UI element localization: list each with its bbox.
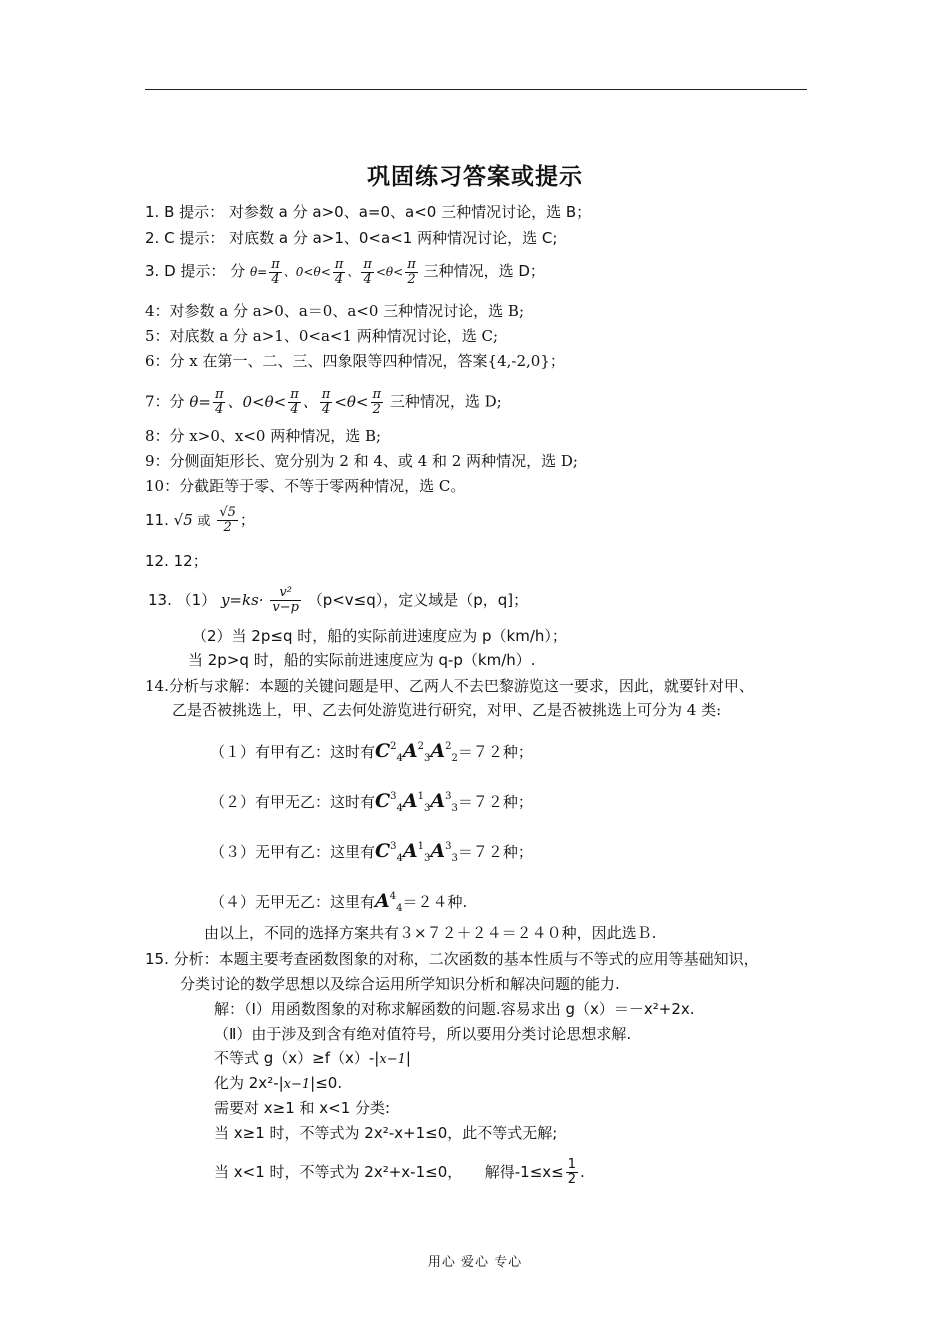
sup: 2 xyxy=(445,741,452,752)
case-1-suffix: ＝７２种； xyxy=(457,743,533,761)
frac-den: 4 xyxy=(321,402,331,417)
frac-den: 4 xyxy=(215,402,224,417)
frac-num: π xyxy=(363,257,372,272)
case-3: （３）无甲有乙：这里有$C^3_4A^1_3A^3_3=72$种； xyxy=(210,840,533,864)
answer-14-b: 乙是否被挑选上，甲、乙去何处游览进行研究，对甲、乙是否被挑选上可分为 4 类: xyxy=(172,701,722,719)
header-rule xyxy=(145,89,807,90)
sub: 4 xyxy=(396,903,403,914)
answer-15-e-prefix: 不等式 g（x）≥f（x）-| xyxy=(214,1049,380,1067)
c-symbol: C xyxy=(375,740,391,762)
answer-15-f-suffix: |≤0. xyxy=(310,1074,343,1092)
theta-cases-formula: θ= $\frac{\pi}{4}$ 、0<θ< $\frac{\pi}{4}$ 、 $\frac{\pi}{4}$ <θ< $\frac{\pi}{2}$ xyxy=(249,257,416,287)
answer-8: 8：分 x>0、x<0 两种情况，选 B; xyxy=(145,427,382,445)
frac-den: 2 xyxy=(407,272,416,287)
x-minus-1: x−1 xyxy=(379,1052,406,1067)
sqrt5-over-2 xyxy=(217,506,238,535)
frac-num: π xyxy=(334,257,344,272)
case-2-prefix: （２）有甲无乙：这时有 xyxy=(210,793,376,811)
answer-7 xyxy=(145,388,502,417)
a-symbol: A xyxy=(430,740,446,762)
sub: 2 xyxy=(451,753,458,764)
frac-den: v−p xyxy=(272,600,299,615)
a-symbol: A xyxy=(402,840,418,862)
frac-den: 4 xyxy=(271,272,280,287)
v2-over-v-minus-p xyxy=(270,586,301,615)
frac-den: 2 xyxy=(372,402,381,417)
answer-13-3: 当 2p>q 时，船的实际前进速度应为 q-p（km/h）. xyxy=(188,651,536,669)
frac-num: 1 xyxy=(567,1157,576,1172)
answer-15-e xyxy=(214,1048,411,1070)
page-title: 巩固练习答案或提示 xyxy=(367,164,583,190)
answer-5: 5：对底数 a 分 a>1、0<a<1 两种情况讨论，选 C; xyxy=(145,327,499,345)
answer-15-c: 解：（Ⅰ）用函数图象的对称求解函数的问题.容易求出 g（x）＝－x²+2x. xyxy=(214,1000,695,1018)
sup: 4 xyxy=(389,891,397,902)
answer-13 xyxy=(148,586,528,615)
answer-4: 4：对参数 a 分 a>0、a＝0、a<0 三种情况讨论，选 B; xyxy=(145,302,525,320)
frac-den: 4 xyxy=(290,402,299,417)
a-symbol: A xyxy=(375,890,390,912)
answer-15-d: （Ⅱ）由于涉及到含有绝对值符号，所以要用分类讨论思想求解. xyxy=(214,1025,632,1043)
case-4-suffix: ＝２４种. xyxy=(402,893,468,911)
sub: 4 xyxy=(396,803,403,814)
answer-15-b: 分类讨论的数学思想以及综合运用所学知识分析和解决问题的能力. xyxy=(180,975,620,993)
y-formula: y=ks· xyxy=(220,591,264,609)
answer-15-e-suffix: | xyxy=(405,1049,411,1067)
answer-1: 1. B 提示： 对参数 a 分 a>0、a=0、a<0 三种情况讨论，选 B； xyxy=(145,203,592,221)
a-symbol: A xyxy=(402,740,418,762)
sub: 4 xyxy=(396,853,403,864)
sup: 1 xyxy=(417,791,425,802)
range-1: 0<θ< xyxy=(295,265,331,279)
case-2-suffix: ＝７２种； xyxy=(457,793,533,811)
answer-15-f-prefix: 化为 2x²-| xyxy=(214,1074,284,1092)
answer-14-a: 14.分析与求解：本题的关键问题是甲、乙两人不去巴黎游览这一要求，因此，就要针对甲、 xyxy=(145,677,754,695)
c-symbol: C xyxy=(375,790,391,812)
frac-den: 2 xyxy=(223,520,232,535)
case-1-prefix: （１）有甲有乙：这时有 xyxy=(210,743,376,761)
theta-cases-formula-7: θ= $\frac{\pi}{4}$ 、0<θ< $\frac{\pi}{4}$ 、 $\frac{\pi}{4}$ <θ< $\frac{\pi}{2}$ xyxy=(189,387,382,417)
answer-3-prefix: 3. D 提示： 分 xyxy=(145,262,246,280)
answer-13-suffix: （p<v≤q），定义域是（p，q]； xyxy=(307,591,529,609)
frac-num: π xyxy=(372,387,382,402)
sup: 2 xyxy=(390,741,397,752)
case-2: （２）有甲无乙：这时有$C^3_4A^1_3A^3_3=72$种； xyxy=(210,790,533,814)
answer-10: 10：分截距等于零、不等于零两种情况，选 C。 xyxy=(145,477,466,495)
answer-3-suffix: 三种情况，选 D； xyxy=(423,262,545,280)
c-symbol: C xyxy=(375,840,391,862)
answer-15-a: 15. 分析：本题主要考查函数图象的对称，二次函数的基本性质与不等式的应用等基础知识， xyxy=(145,950,759,968)
a-symbol: A xyxy=(402,790,418,812)
frac-num: π xyxy=(321,387,331,402)
theta-eq: θ= xyxy=(249,265,268,279)
frac-num: π xyxy=(271,257,280,272)
theta-eq: θ= xyxy=(189,392,211,411)
a-symbol: A xyxy=(430,840,446,862)
page-footer: 用心 爱心 专心 xyxy=(427,1255,523,1270)
answer-11-or: 或 xyxy=(197,514,211,529)
answer-14-c: 由以上，不同的选择方案共有３×７２＋２４＝２４０种，因此选Ｂ. xyxy=(204,924,657,942)
answer-13-2: （2）当 2p≤q 时，船的实际前进速度应为 p（km/h）； xyxy=(192,627,567,645)
answer-13-prefix: 13. （1） xyxy=(148,591,217,609)
one-half xyxy=(566,1158,578,1187)
sub: 4 xyxy=(396,753,403,764)
frac-num: π xyxy=(290,387,299,402)
sqrt5: √5 xyxy=(173,511,193,529)
answer-15-g: 需要对 x≥1 和 x<1 分类: xyxy=(214,1099,391,1117)
answer-7-prefix: 7：分 xyxy=(145,392,185,411)
answer-3 xyxy=(145,258,545,287)
case-1: （１）有甲有乙：这时有$C^2_4A^2_3A^2_2=72$种； xyxy=(210,740,533,764)
a-symbol: A xyxy=(430,790,446,812)
answer-12: 12. 12； xyxy=(145,552,208,570)
case-4 xyxy=(210,887,467,919)
range-2: <θ< xyxy=(334,392,369,411)
frac-den: 4 xyxy=(363,272,372,287)
answer-11-suffix: ； xyxy=(239,511,255,529)
case-3-suffix: ＝７２种； xyxy=(457,843,533,861)
answer-15-i-suffix: . xyxy=(580,1163,585,1181)
frac-num: v² xyxy=(270,586,301,601)
range-2: <θ< xyxy=(375,265,404,279)
sup: 1 xyxy=(417,841,425,852)
answer-9: 9：分侧面矩形长、宽分别为 2 和 4、或 4 和 2 两种情况，选 D; xyxy=(145,452,578,470)
answer-7-suffix: 三种情况，选 D; xyxy=(389,392,502,411)
answer-11 xyxy=(145,506,255,535)
sup: 2 xyxy=(417,741,425,752)
answer-11-prefix: 11. xyxy=(145,511,169,529)
answer-15-i-prefix: 当 x<1 时，不等式为 2x²+x-1≤0， 解得-1≤x≤ xyxy=(214,1163,564,1181)
frac-den: 2 xyxy=(567,1172,576,1187)
frac-num: √5 xyxy=(219,505,236,520)
answer-15-h: 当 x≥1 时，不等式为 2x²-x+1≤0，此不等式无解; xyxy=(214,1124,558,1142)
answer-2: 2. C 提示： 对底数 a 分 a>1、0<a<1 两种情况讨论，选 C; xyxy=(145,229,558,247)
answer-15-i xyxy=(214,1158,585,1187)
answer-6: 6：分 x 在第一、二、三、四象限等四种情况，答案{4,-2,0}； xyxy=(145,352,565,370)
frac-num: π xyxy=(407,257,416,272)
frac-num: π xyxy=(214,387,224,402)
case-4-prefix: （４）无甲无乙：这里有 xyxy=(210,893,376,911)
answer-15-f xyxy=(214,1073,342,1095)
case-3-prefix: （３）无甲有乙：这里有 xyxy=(210,843,376,861)
frac-den: 4 xyxy=(334,272,344,287)
range-1: 0<θ< xyxy=(242,392,287,411)
x-minus-1: x−1 xyxy=(283,1077,311,1092)
